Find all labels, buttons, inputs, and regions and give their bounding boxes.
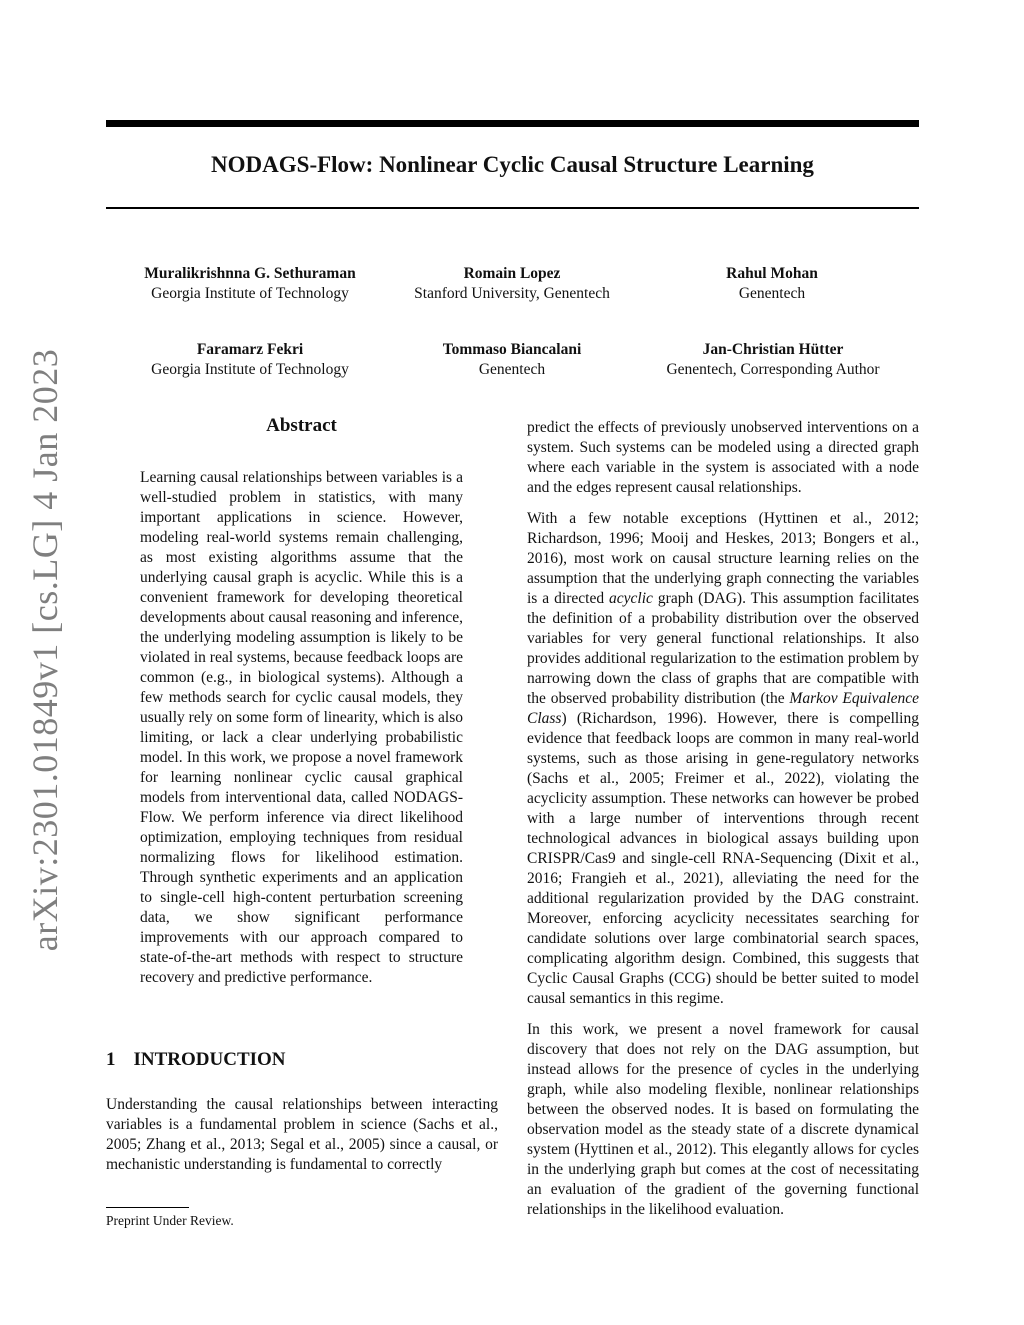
abstract-heading: Abstract (266, 415, 337, 436)
right-column (527, 418, 919, 1231)
author-name: Tommaso Biancalani (442, 341, 582, 358)
section-heading-introduction (106, 1049, 498, 1071)
body-paragraph: In this work, we present a novel framework for causal discovery that does not rely on the DAG assumption, but instead allows for the presence of cycles in the underlying graph, while also modeling flexible, nonlinear relationships between the observed nodes. It is based on formulating the observation model as the steady state of a discrete dynamical system (Hyttinen et al., 2012). This elegantly allows for cycles in the underlying graph but comes at the cost of necessitating an evaluation of the gradient of the governing functional relationships in the likelihood evaluation. (527, 1021, 919, 1218)
author-block (362, 264, 662, 304)
section-number: 1 (106, 1049, 116, 1070)
author-affiliation: Stanford University, Genentech (414, 285, 610, 302)
author-block (100, 264, 400, 304)
emphasis-acyclic: acyclic (609, 590, 653, 607)
author-block (622, 264, 922, 304)
author-name: Jan-Christian Hütter (702, 341, 844, 358)
author-affiliation: Genentech (478, 361, 546, 378)
title-top-rule (106, 120, 919, 127)
intro-paragraph: Understanding the causal relationships between interacting variables is a fundamental problem in science (Sachs et al., 2005; Zhang et al., 2013; Segal et al., 2005) since a causal, or mechanistic understanding is fundamental to correctly (106, 1096, 498, 1173)
author-name: Rahul Mohan (726, 265, 818, 282)
author-affiliation: Genentech, Corresponding Author (666, 361, 880, 378)
author-block (100, 340, 400, 380)
arxiv-stamp: arXiv:2301.01849v1 [cs.LG] 4 Jan 2023 (25, 348, 65, 952)
author-block (362, 340, 662, 380)
paper-title: NODAGS-Flow: Nonlinear Cyclic Causal Structure Learning (211, 152, 814, 177)
author-name: Muralikrishnna G. Sethuraman (144, 265, 356, 282)
paragraph-text: ) (Richardson, 1996). However, there is compelling evidence that feedback loops are common in many real-world systems, such as those arising in gene-regulatory networks (Sachs et al., 2005; Freimer et al., 2022), violating the acyclicity assumption. These networks can however be probed with a large number of interventions through recent technological advances in biological assays building upon CRISPR/Cas9 and single-cell RNA-Sequencing (Dixit et al., 2016; Frangieh et al., 2021), alleviating the need for the additional regularization provided by the DAG constraint. Moreover, enforcing acyclicity necessitates searching for candidate solutions over large combinatorial search spaces, complicating algorithm design. Combined, this suggests that Cyclic Causal Graphs (CCG) should be better suited to model causal semantics in this regime. (527, 710, 919, 1007)
footnote: Preprint Under Review. (106, 1213, 234, 1228)
emphasis-markov-equivalence-class: Markov Equivalence Class (527, 690, 920, 727)
body-paragraph (527, 509, 919, 1009)
author-affiliation: Georgia Institute of Technology (151, 361, 349, 378)
author-affiliation: Georgia Institute of Technology (151, 285, 349, 302)
section-title: INTRODUCTION (133, 1049, 286, 1070)
paragraph-text: With a few notable exceptions (Hyttinen et al., 2012; Richardson, 1996; Mooij and Heskes, 2013; Bongers et al., 2016), most work on causal structure learning relies on the assumption that the underlying graph connecting the variables is a directed (527, 510, 919, 607)
author-affiliation: Genentech (738, 285, 806, 302)
author-name: Romain Lopez (463, 265, 561, 282)
abstract-body: Learning causal relationships between variables is a well-studied problem in statistics, with many important applications in science. However, modeling real-world systems remain challenging, as most existing algorithms assume that the underlying causal graph is acyclic. While this is a convenient framework for developing theoretical developments about causal reasoning and inference, the underlying modeling assumption is likely to be violated in real systems, because feedback loops are common (e.g., in biological systems). Although a few methods search for cyclic causal models, they usually rely on some form of linearity, which is also limiting, or lack a clear underlying probabilistic model. In this work, we propose a novel framework for learning nonlinear cyclic causal graphical models from interventional data, called NODAGS-Flow. We perform inference via direct likelihood optimization, employing techniques from residual normalizing flows for likelihood estimation. Through synthetic experiments and an application to single-cell high-content perturbation screening data, we show significant performance improvements with our approach compared to state-of-the-art methods with respect to structure recovery and predictive performance. (140, 469, 463, 986)
paragraph-text: graph (DAG). This assumption facilitates the definition of a probability distribution over the observed variables for very general functional relationships. It also provides additional regularization to the estimation problem by narrowing down the class of graphs that are compatible with the observed probability distribution (the (527, 590, 919, 707)
author-block (623, 340, 923, 380)
body-paragraph: predict the effects of previously unobserved interventions on a system. Such systems can be modeled using a directed graph where each variable in the system is associated with a node and the edges represent causal relationships. (527, 419, 919, 496)
author-name: Faramarz Fekri (196, 341, 304, 358)
footnote-rule (106, 1207, 189, 1208)
title-bottom-rule (106, 207, 919, 209)
